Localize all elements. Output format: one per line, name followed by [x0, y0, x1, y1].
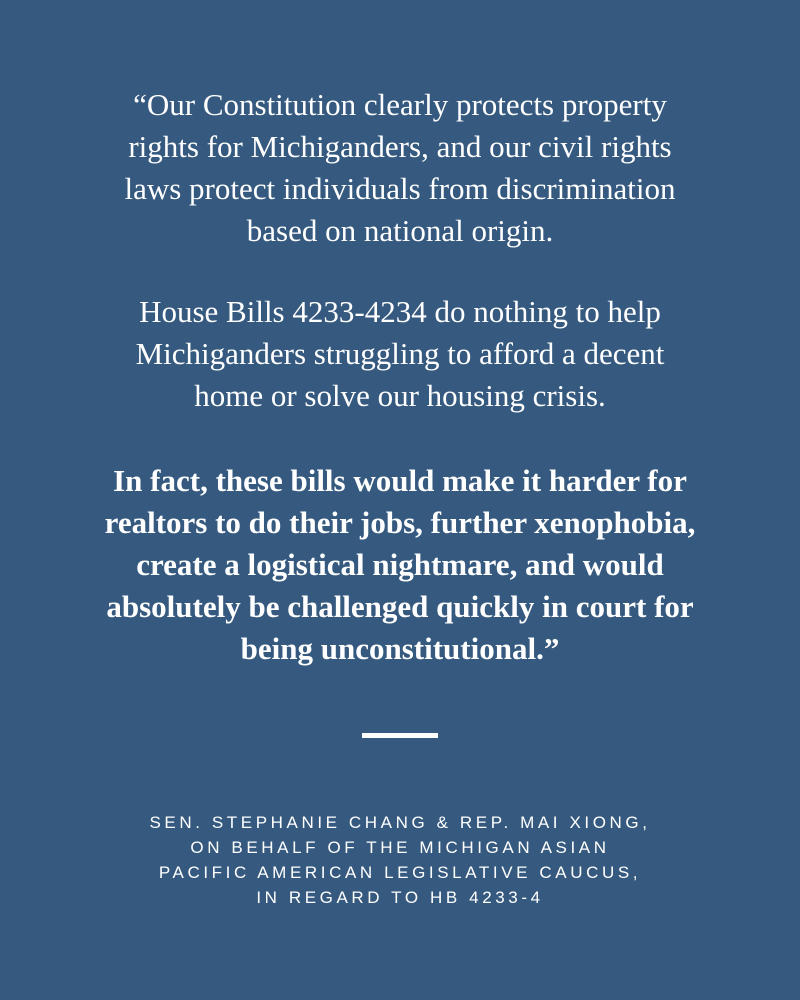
attribution-line: PACIFIC AMERICAN LEGISLATIVE CAUCUS, [158, 863, 642, 882]
attribution [40, 810, 760, 910]
quote-line: Michiganders struggling to afford a decent [135, 336, 665, 371]
quote-line: home or solve our housing crisis. [194, 378, 606, 413]
quote-line: realtors to do their jobs, further xenophobia, [104, 505, 696, 540]
quote-line: laws protect individuals from discrimination [124, 171, 676, 206]
quote-line: based on national origin. [246, 213, 554, 248]
quote-line: House Bills 4233-4234 do nothing to help [139, 294, 661, 329]
quote-line: “Our Constitution clearly protects property [133, 87, 667, 122]
quote-line: being unconstitutional.” [240, 631, 560, 666]
attribution-line: SEN. STEPHANIE CHANG & REP. MAI XIONG, [149, 813, 651, 832]
divider-line [362, 733, 438, 738]
attribution-line: ON BEHALF OF THE MICHIGAN ASIAN [190, 838, 610, 857]
quote-line: absolutely be challenged quickly in court for [106, 589, 694, 624]
quote-line: create a logistical nightmare, and would [136, 547, 664, 582]
quote-line: In fact, these bills would make it harder for [113, 463, 687, 498]
quote-paragraph-3-emphasis [40, 460, 760, 670]
quote-line: rights for Michiganders, and our civil rights [128, 129, 672, 164]
attribution-line: IN REGARD TO HB 4233-4 [256, 888, 544, 907]
quote-paragraph-2 [40, 291, 760, 417]
quote-paragraph-1 [40, 84, 760, 252]
